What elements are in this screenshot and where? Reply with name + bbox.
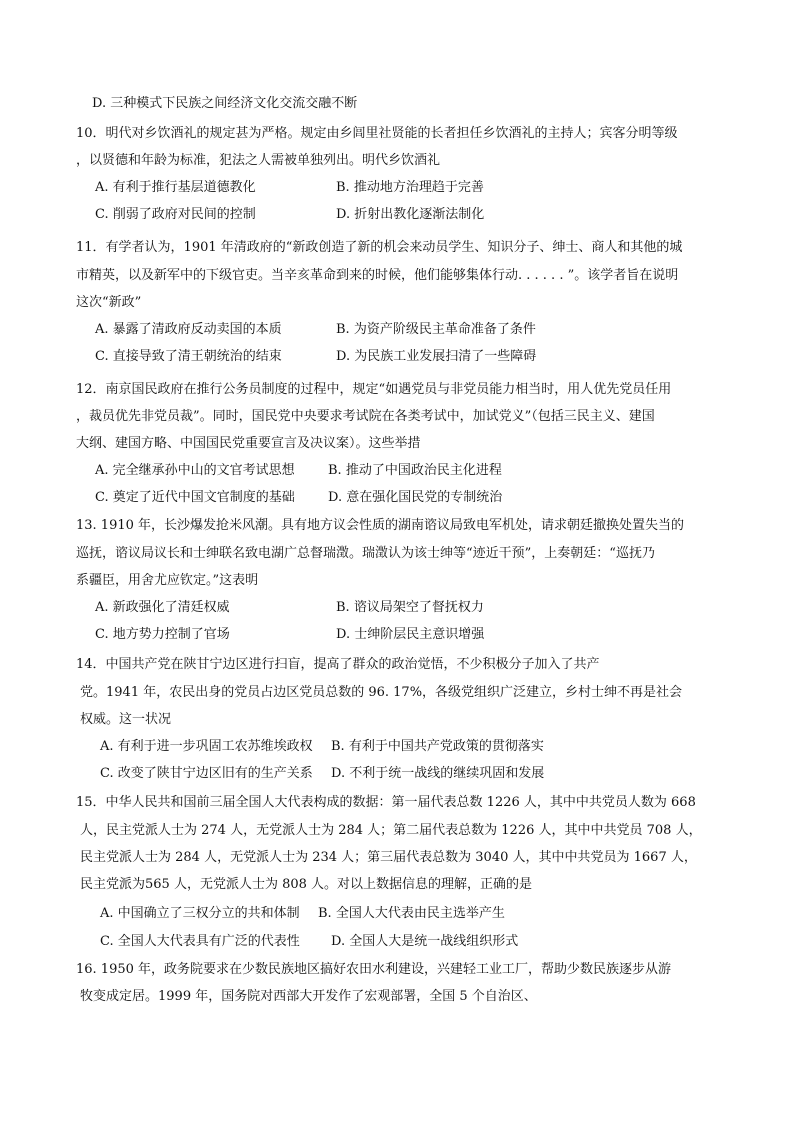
q13-option-c: C. 地方势力控制了官场 <box>95 627 230 642</box>
q12-stem-line-2: ，裁员优先非党员裁”。同时，国民党中央要求考试院在各类考试中，加试党义”（包括三民主义、建国 <box>76 409 655 424</box>
q15-option-c: C. 全国人大代表具有广泛的代表性 <box>100 934 300 949</box>
q12-option-a: A. 完全继承孙中山的文官考试思想 <box>95 463 295 478</box>
q14-option-d: D. 不利于统一战线的继续巩固和发展 <box>331 766 545 781</box>
q11-stem-line-2: 市精英，以及新军中的下级官吏。当辛亥革命到来的时候，他们能够集体行动. . . . . . ”。该学者旨在说明 <box>76 268 679 283</box>
q12-stem-line-3: 大纲、建国方略、中国国民党重要宣言及决议案）。这些举措 <box>76 436 421 451</box>
q10-stem-line-1: 10．明代对乡饮酒礼的规定甚为严格。规定由乡闾里社贤能的长者担任乡饮酒礼的主持人；宾客分明等级 <box>76 126 678 141</box>
q10-stem-line-2: ，以贤德和年龄为标准，犯法之人需被单独列出。明代乡饮酒礼 <box>76 153 441 168</box>
q12-option-c: C. 奠定了近代中国文官制度的基础 <box>95 490 295 505</box>
q14-stem-line-2: 党。1941 年，农民出身的党员占边区党员总数的 96. 17%，各级党组织广泛建立，乡村士绅不再是社会 <box>80 685 683 700</box>
q11-stem-line-3: 这次“新政” <box>76 295 142 310</box>
q15-stem-line-2: 人，民主党派人士为 274 人，无党派人士为 284 人；第二届代表总数为 1226 人，其中中共党员 708 人， <box>80 823 702 838</box>
q13-option-d: D. 士绅阶层民主意识增强 <box>336 627 485 642</box>
q13-option-a: A. 新政强化了清廷权威 <box>95 600 230 615</box>
q10-option-b: B. 推动地方治理趋于完善 <box>336 180 484 195</box>
q13-stem-line-1: 13. 1910 年，长沙爆发抢米风潮。具有地方议会性质的湖南谘议局致电军机处，请求朝廷撤换处置失当的 <box>76 518 685 533</box>
q14-option-b: B. 有利于中国共产党政策的贯彻落实 <box>331 739 544 754</box>
q10-option-d: D. 折射出教化逐渐法制化 <box>336 207 485 222</box>
q16-stem-line-1: 16. 1950 年，政务院要求在少数民族地区搞好农田水利建设，兴建轻工业工厂，帮助少数民族逐步从游 <box>76 962 672 977</box>
q11-option-a: A. 暴露了清政府反动卖国的本质 <box>95 322 282 337</box>
q15-stem-line-4: 民主党派为565 人，无党派人士为 808 人。对以上数据信息的理解，正确的是 <box>80 877 533 892</box>
q11-option-c: C. 直接导致了清王朝统治的结束 <box>95 349 282 364</box>
q11-option-b: B. 为资产阶级民主革命准备了条件 <box>336 322 536 337</box>
q14-stem-line-1: 14．中国共产党在陕甘宁边区进行扫盲，提高了群众的政治觉悟，不少积极分子加入了共产 <box>76 657 600 672</box>
q14-stem-line-3: 权威。这一状况 <box>80 712 172 727</box>
q10-option-c: C. 削弱了政府对民间的控制 <box>95 207 256 222</box>
q13-stem-line-2: 巡抚，谘议局议长和士绅联名致电湖广总督瑞澂。瑞澂认为该士绅等“迹近干预”，上奏朝廷：“巡抚乃 <box>76 546 655 561</box>
q11-stem-line-1: 11．有学者认为，1901 年清政府的“新政创造了新的机会来动员学生、知识分子、绅士、商人和其他的城 <box>76 240 683 255</box>
q15-option-b: B. 全国人大代表由民主选举产生 <box>318 906 505 921</box>
q9-option-d: D. 三种模式下民族之间经济文化交流交融不断 <box>92 96 358 111</box>
q13-option-b: B. 谘议局架空了督抚权力 <box>336 600 484 615</box>
q12-stem-line-1: 12．南京国民政府在推行公务员制度的过程中，规定“如遇党员与非党员能力相当时，用人优先党员任用 <box>76 382 672 397</box>
q15-option-a: A. 中国确立了三权分立的共和体制 <box>100 906 300 921</box>
q15-stem-line-3: 民主党派人士为 284 人，无党派人士为 234 人；第三届代表总数为 3040 人，其中中共党员为 1667 人， <box>80 850 697 865</box>
q14-option-a: A. 有利于进一步巩固工农苏维埃政权 <box>100 739 313 754</box>
q15-option-d: D. 全国人大是统一战线组织形式 <box>331 934 519 949</box>
q12-option-d: D. 意在强化国民党的专制统治 <box>328 490 503 505</box>
q11-option-d: D. 为民族工业发展扫清了一些障碍 <box>336 349 537 364</box>
q10-option-a: A. 有利于推行基层道德教化 <box>95 180 256 195</box>
q15-stem-line-1: 15．中华人民共和国前三届全国人大代表构成的数据：第一届代表总数 1226 人，其中中共党员人数为 668 <box>76 795 696 810</box>
q14-option-c: C. 改变了陕甘宁边区旧有的生产关系 <box>100 766 313 781</box>
q13-stem-line-3: 系疆臣，用舍尤应钦定。”这表明 <box>76 573 259 588</box>
q16-stem-line-2: 牧变成定居。1999 年，国务院对西部大开发作了宏观部署，全国 5 个自治区、 <box>80 989 537 1004</box>
q12-option-b: B. 推动了中国政治民主化进程 <box>328 463 502 478</box>
